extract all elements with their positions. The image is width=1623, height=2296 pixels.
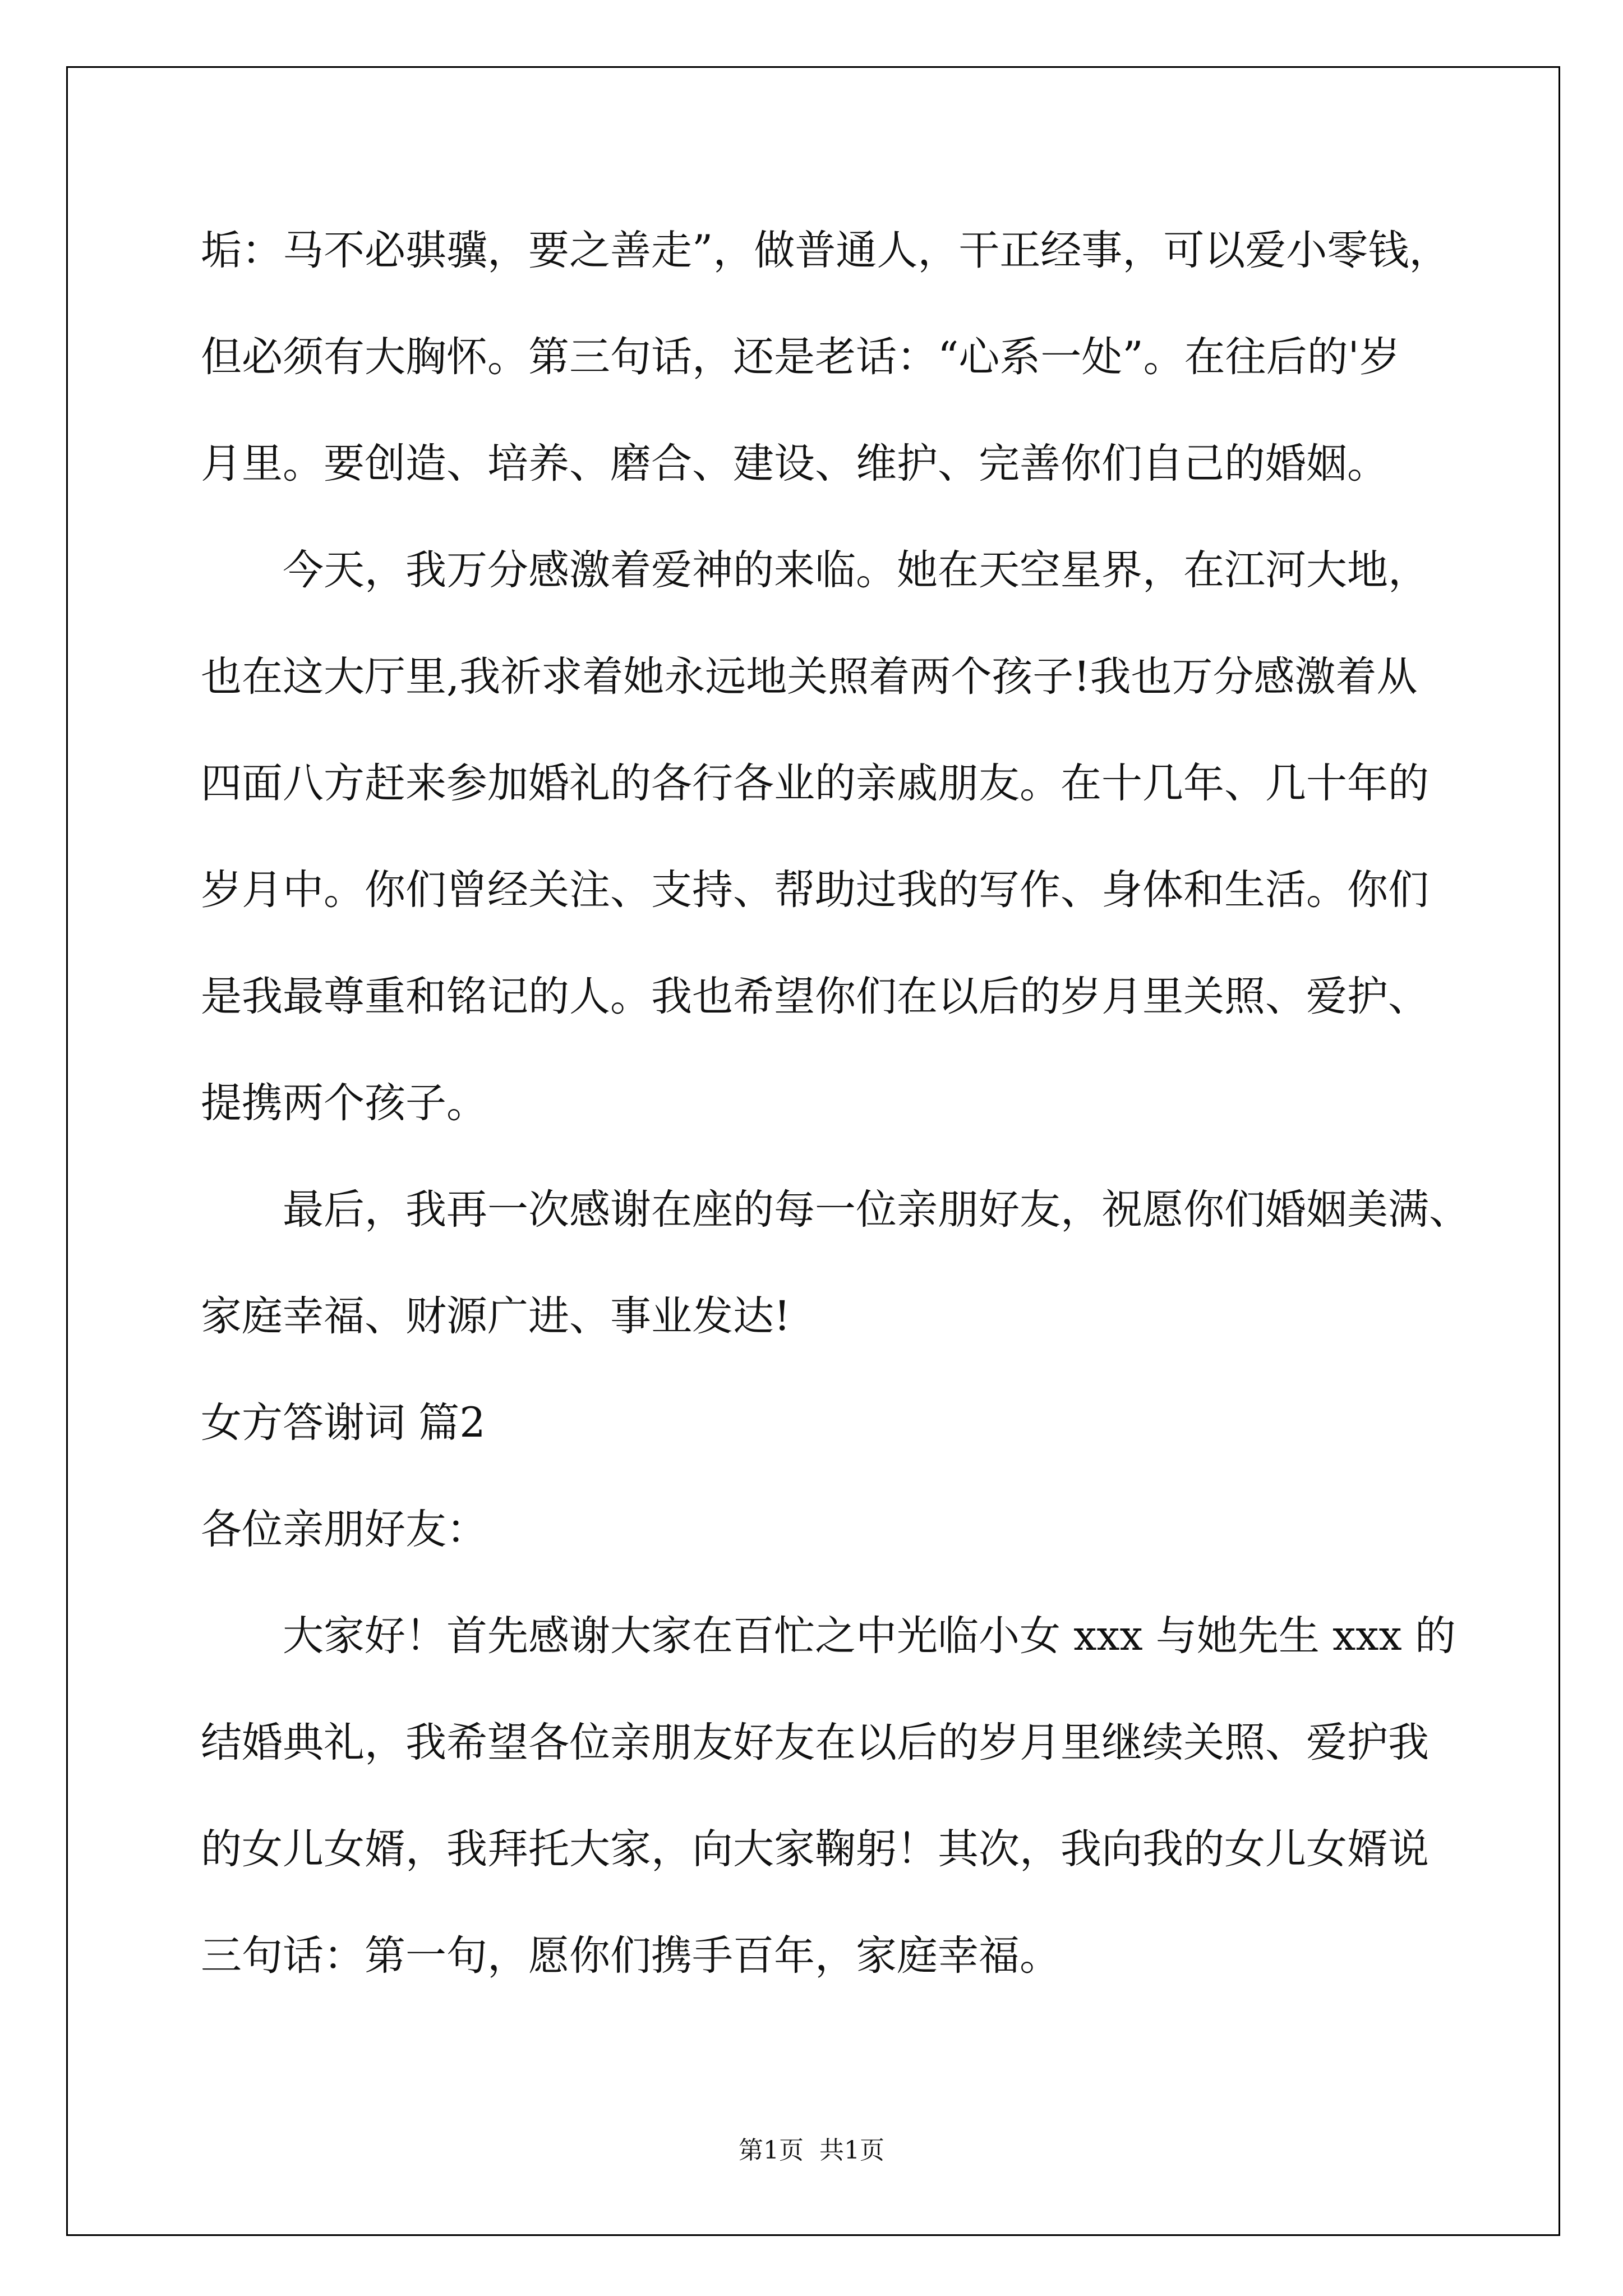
text-line: 大家好！首先感谢大家在百忙之中光临小女 xxx 与她先生 xxx 的 (283, 1612, 1456, 1660)
section-heading: 女方答谢词 篇2 (201, 1399, 486, 1447)
text-line: 最后，我再一次感谢在座的每一位亲朋好友，祝愿你们婚姻美满、 (283, 1186, 1470, 1234)
paragraph (201, 197, 1470, 517)
text-line: 结婚典礼，我希望各位亲朋友好友在以后的岁月里继续关照、爱护我 (201, 1719, 1429, 1766)
text-line: 垢：马不必骐骥，要之善走”，做普通人，干正经事，可以爱小零钱， (201, 227, 1450, 274)
text-line: 提携两个孩子。 (201, 1079, 487, 1127)
text-line: 今天，我万分感激着爱神的来临。她在天空星界，在江河大地， (283, 546, 1429, 594)
paragraph (201, 1157, 1470, 1370)
salutation: 各位亲朋好友： (201, 1506, 487, 1553)
paragraph (201, 517, 1470, 1157)
text-line: 但必须有大胸怀。第三句话，还是老话：“心系一处”。在往后的'岁 (201, 333, 1400, 381)
text-line: 是我最尊重和铭记的人。我也希望你们在以后的岁月里关照、爱护、 (201, 973, 1429, 1020)
text-line: 月里。要创造、培养、磨合、建设、维护、完善你们自己的婚姻。 (201, 440, 1388, 487)
text-line: 的女儿女婿，我拜托大家，向大家鞠躬！其次，我向我的女儿女婿说 (201, 1825, 1429, 1873)
text-line: 岁月中。你们曾经关注、支持、帮助过我的写作、身体和生活。你们 (201, 866, 1429, 914)
text-line: 四面八方赶来参加婚礼的各行各业的亲戚朋友。在十几年、几十年的 (201, 760, 1429, 807)
text-line: 也在这大厅里,我祈求着她永远地关照着两个孩子!我也万分感激着从 (201, 653, 1418, 701)
paragraph (201, 1583, 1470, 2009)
text-line: 家庭幸福、财源广进、事业发达! (201, 1292, 791, 1340)
document-body (201, 197, 1470, 2009)
text-line: 三句话：第一句，愿你们携手百年，家庭幸福。 (201, 1932, 1061, 1980)
page-footer: 第1页 共1页 (739, 2136, 884, 2165)
